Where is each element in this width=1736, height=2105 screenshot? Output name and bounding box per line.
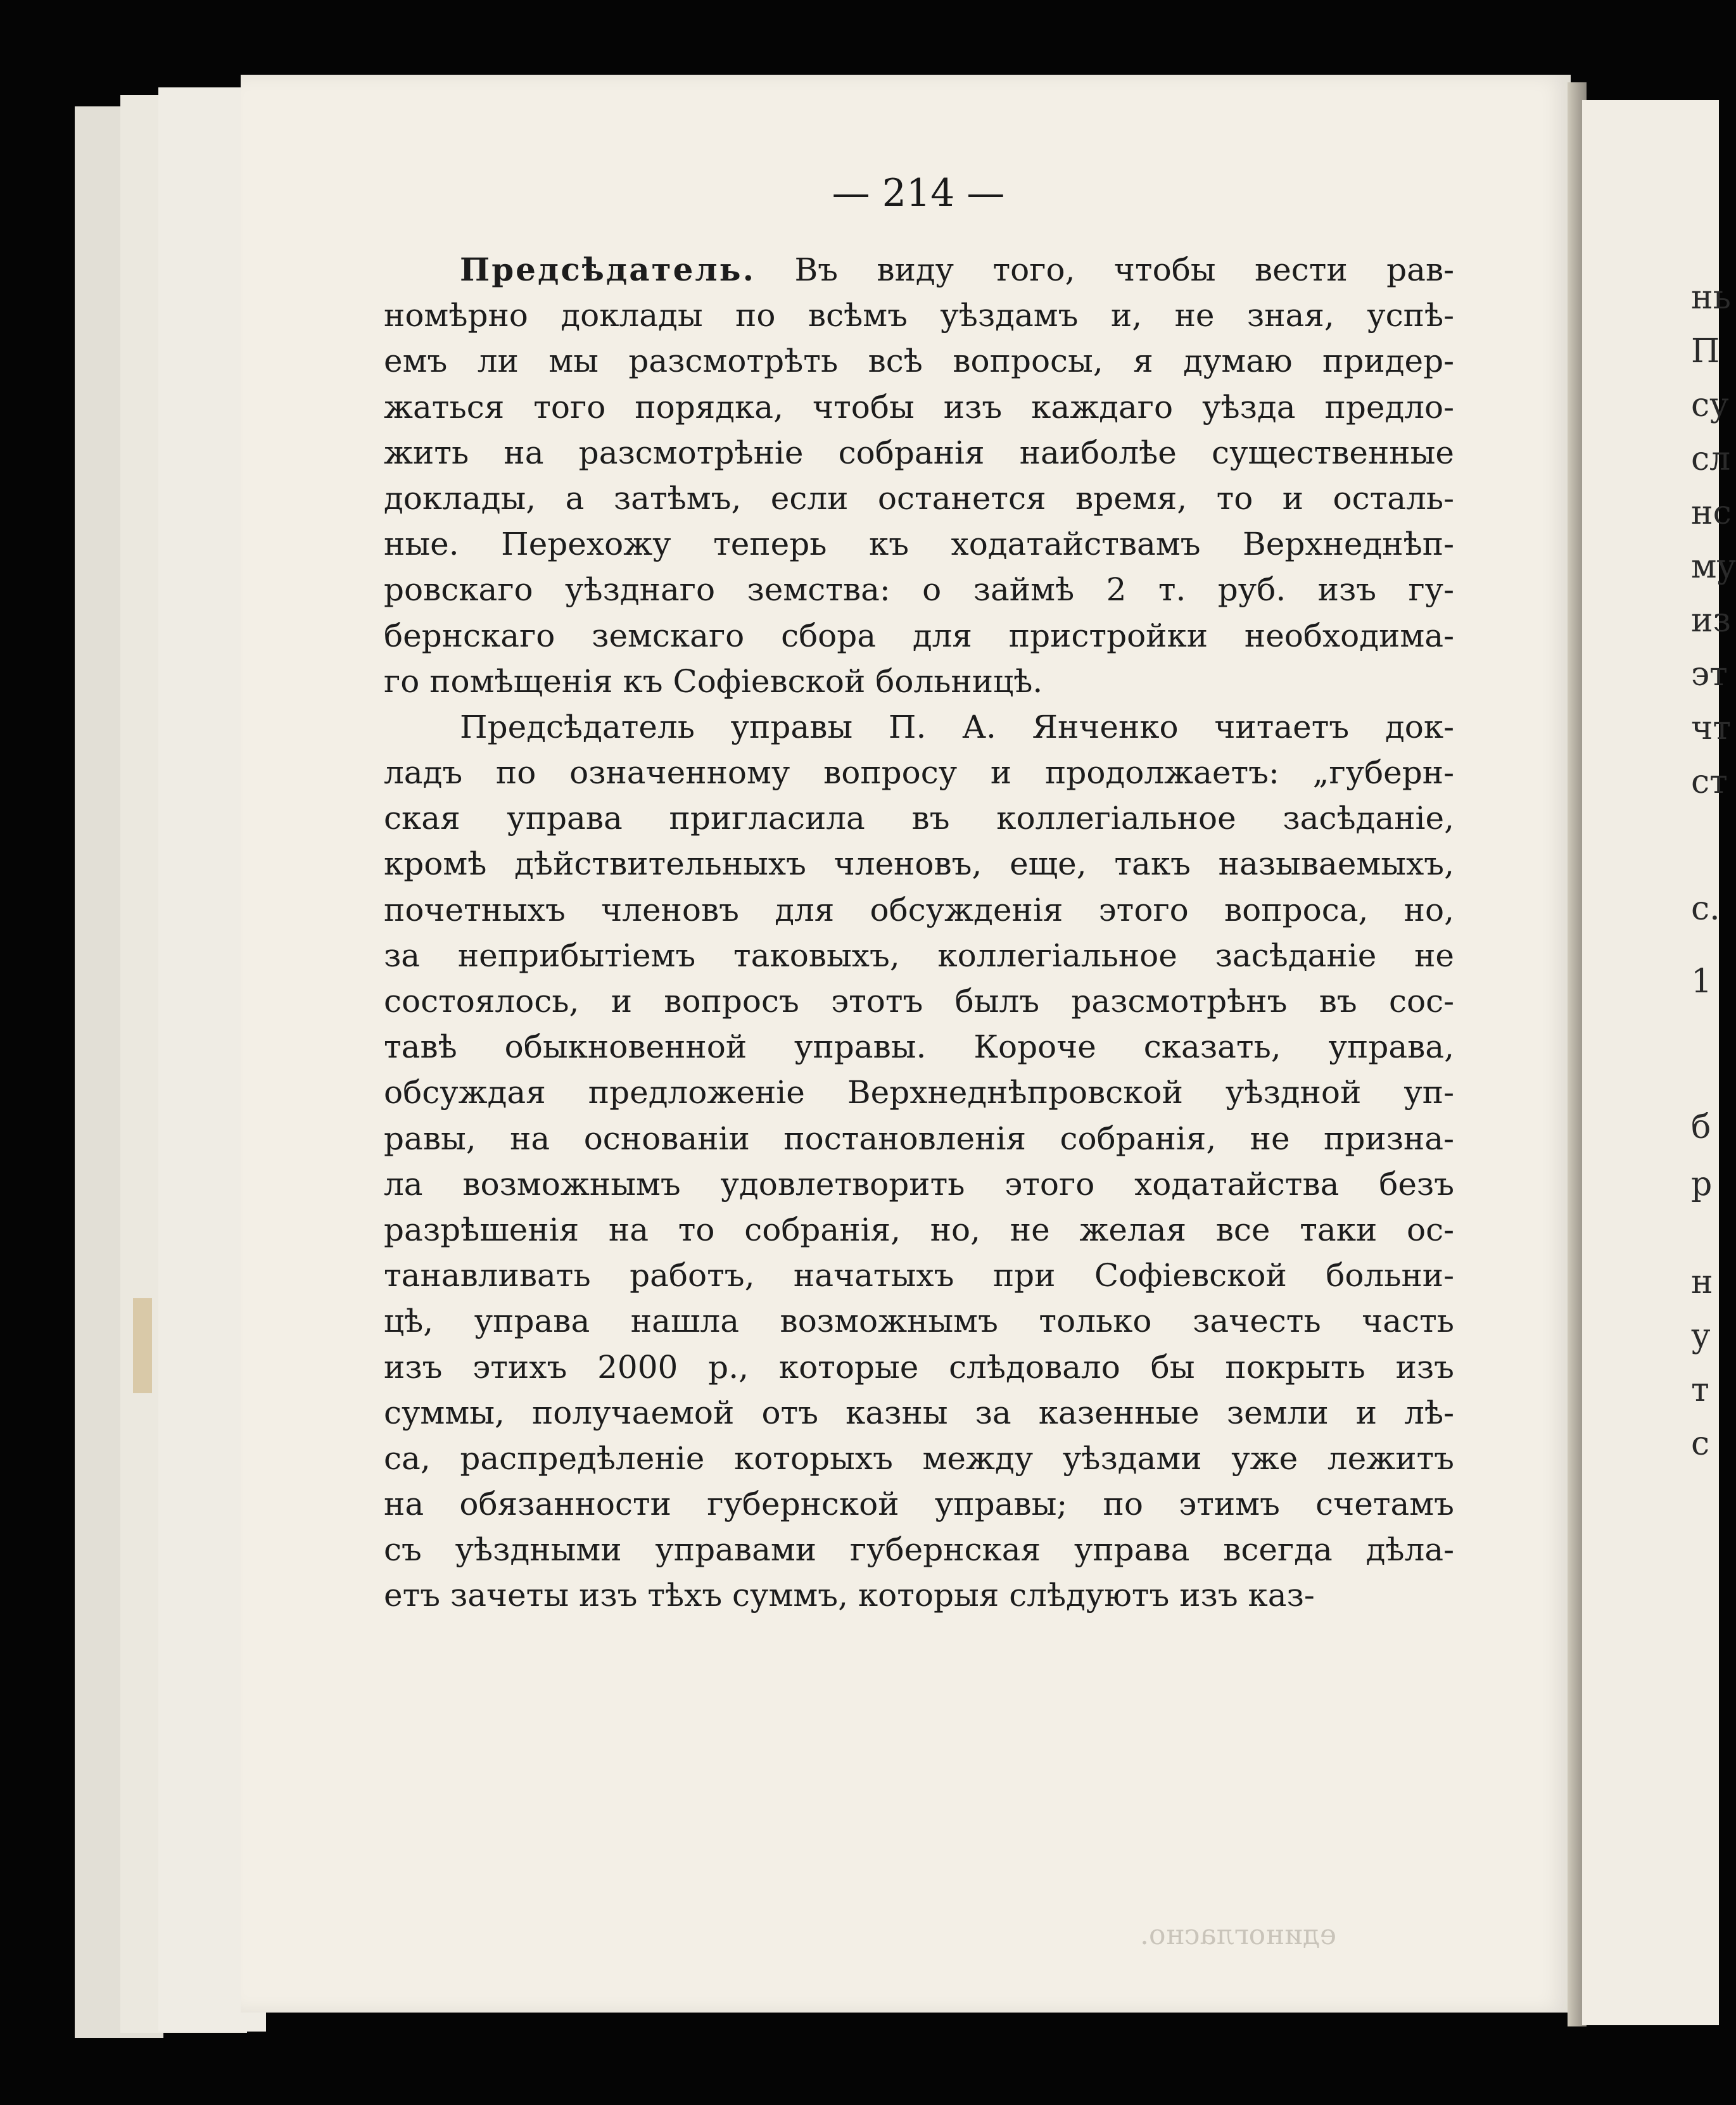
line-text: доклады, а затѣмъ, если останется время, то и осталь- [384,479,1454,517]
line-text: ладъ по означенному вопросу и продолжаетъ: „губерн- [384,754,1454,792]
text-line [384,1344,1454,1390]
line-text: номѣрно доклады по всѣмъ уѣздамъ и, не зная, успѣ- [384,297,1454,334]
line-text: го помѣщенія къ Софіевской больницѣ. [384,662,1043,700]
facing-line-fragment: б [1691,1108,1711,1146]
facing-line-fragment: н [1691,1263,1713,1301]
text-line [384,1024,1454,1070]
text-line [384,521,1454,567]
line-text: бернскаго земскаго сбора для пристройки необходима- [384,617,1454,654]
line-text: Предсѣдатель управы П. А. Янченко читаетъ док- [460,708,1454,745]
speaker-name: Предсѣдатель. [460,251,756,288]
text-line [384,841,1454,887]
text-line [384,659,1454,704]
text-line [384,1572,1454,1618]
bleed-through-text: единогласно. [1140,1919,1336,1951]
line-text: разрѣшенія на то собранія, но, не желая все таки ос- [384,1211,1454,1248]
text-line [384,1527,1454,1572]
line-text: жить на разсмотрѣніе собранія наиболѣе существенные [384,434,1454,471]
facing-line-fragment: с [1691,1425,1710,1463]
facing-page [1582,100,1736,2025]
line-text: жаться того порядка, чтобы изъ каждаго уѣзда предло- [384,388,1454,426]
line-text: состоялось, и вопросъ этотъ былъ разсмотрѣнъ въ сос- [384,983,1454,1020]
facing-line-fragment: 1 [1691,963,1713,1001]
text-line [384,978,1454,1024]
line-text: танавливать работъ, начатыхъ при Софіевской больни- [384,1257,1454,1294]
line-text: етъ зачеты изъ тѣхъ суммъ, которыя слѣдуютъ изъ каз- [384,1577,1315,1614]
facing-line-fragment: сл [1691,440,1731,478]
line-text: Въ виду того, чтобы вести рав- [794,251,1454,288]
page-number: — 214 — [832,171,1005,215]
text-line [384,1253,1454,1298]
line-text: ская управа пригласила въ коллегіальное засѣданіе, [384,800,1454,837]
facing-line-fragment: су [1691,386,1729,424]
line-text: изъ этихъ 2000 р., которые слѣдовало бы покрыть изъ [384,1348,1454,1386]
text-line [384,704,1454,750]
line-text: ла возможнымъ удовлетворить этого ходатайства безъ [384,1165,1454,1203]
line-text: ровскаго уѣзднаго земства: о займѣ 2 т. руб. изъ гу- [384,571,1454,609]
text-line [384,887,1454,933]
text-line [384,1390,1454,1436]
facing-line-fragment: с. [1691,890,1720,928]
facing-page-line-starts [1582,100,1736,2025]
line-text: цѣ, управа нашла возможнымъ только зачесть часть [384,1303,1454,1340]
line-text: тавѣ обыкновенной управы. Короче сказать, управа, [384,1028,1454,1066]
facing-line-fragment: нс [1691,494,1732,532]
facing-line-fragment: чт [1691,709,1732,747]
text-line [384,1436,1454,1481]
facing-line-fragment: т [1691,1371,1709,1409]
text-line [384,567,1454,612]
line-text: емъ ли мы разсмотрѣть всѣ вопросы, я думаю придер- [384,343,1454,380]
text-line [384,613,1454,659]
text-line [384,293,1454,338]
text-line [384,1207,1454,1253]
text-line [384,1298,1454,1344]
text-line [384,476,1454,521]
line-text: съ уѣздными управами губернская управа всегда дѣла- [384,1531,1454,1569]
line-text: почетныхъ членовъ для обсужденія этого вопроса, но, [384,891,1454,928]
line-text: суммы, получаемой отъ казны за казенные земли и лѣ- [384,1394,1454,1431]
text-line [384,1070,1454,1115]
facing-line-fragment: из [1691,602,1732,640]
line-text: обсуждая предложеніе Верхнеднѣпровской уѣздной уп- [384,1074,1454,1111]
text-line [384,430,1454,476]
text-line [384,1481,1454,1527]
line-text: за неприбытіемъ таковыхъ, коллегіальное засѣданіе не [384,937,1454,974]
paper-tab-mark [133,1298,152,1393]
line-text: равы, на основаніи постановленія собранія, не призна- [384,1120,1454,1157]
facing-line-fragment: ст [1691,763,1728,801]
text-line [384,750,1454,795]
text-line [384,795,1454,841]
line-text: са, распредѣленіе которыхъ между уѣздами уже лежитъ [384,1439,1454,1477]
facing-line-fragment: эт [1691,655,1728,693]
text-line [384,1116,1454,1161]
text-line [384,384,1454,430]
page-text [384,247,1454,1619]
text-line [384,338,1454,384]
facing-line-fragment: р [1691,1165,1713,1203]
line-text: ные. Перехожу теперь къ ходатайствамъ Верхнеднѣп- [384,526,1454,563]
line-text: кромѣ дѣйствительныхъ членовъ, еще, такъ называемыхъ, [384,845,1454,883]
facing-line-fragment: нь [1691,279,1731,317]
text-line [384,247,1454,293]
facing-line-fragment: П [1691,332,1720,370]
paragraph [384,247,1454,704]
facing-line-fragment: у [1691,1317,1711,1355]
paragraph [384,704,1454,1619]
line-text: на обязанности губернской управы; по этимъ счетамъ [384,1486,1454,1523]
text-line [384,1161,1454,1207]
text-line [384,933,1454,978]
facing-line-fragment: му [1691,548,1736,586]
